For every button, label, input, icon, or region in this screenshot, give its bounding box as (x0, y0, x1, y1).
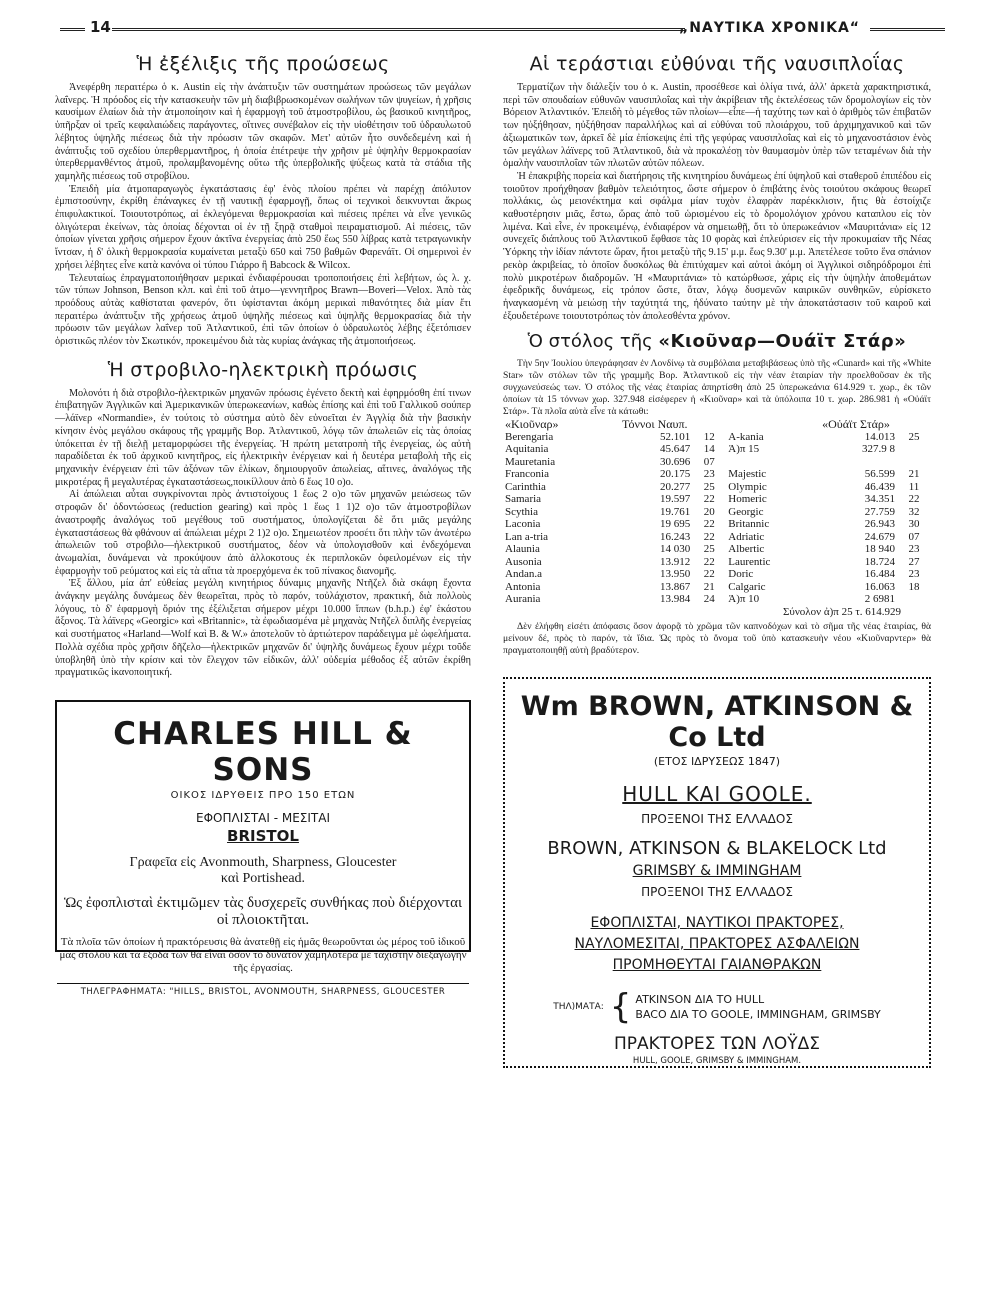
year-cunard: 23 (703, 468, 715, 481)
tonnage-cunard: 14 030 (660, 543, 691, 556)
ship-name-whitestar: Albertic (728, 543, 765, 556)
page-header (60, 18, 945, 40)
year-whitestar: 21 (908, 468, 920, 481)
ad-agents: ΠΡΑΚΤΟΡΕΣ ΤΩΝ ΛΟΫΔΣ (614, 1033, 820, 1054)
article-paragraph: Αἱ ἀπώλειαι αὗται συγκρίνονται πρὸς ἀντιστοίχους 1 ἕως 2 ο)ο τῶν μηχανῶν μειώσεως τῶν στροφῶν δι' ὀδοντώσεως (reduction gearing) καὶ πρὸς 1 ἕως 1 1)2 ο)ο τῶν ἀτμοστροβίλων ἀναστροφῆς ἀναλόγως τοῦ μεγέθους τοῦ συστήματος, ὑπολογίζεται δὲ ὅτι μιᾶς μεγάλης ἐγκαταστάσεως θὰ φθάνουν αἱ ἀπώλειαι μέχρι 2 1)2 ο)ο. Σημειωτέον προσέτι ὅτι πλὴν τῶν ἀνωτέρω ἀπωλειῶν τοῦ στροβιλο—ἠλεκτρικοῦ συστήματος, δέον νὰ ὑπολογισθοῦν καὶ ἐνδεχόμεναι ἀνωμαλίαι, δυνάμεναι νὰ προκύψουν ἀπὸ ἀλλοκοτους ἐκ περιπλοκῶν ὀφειλομένων εἰς τὴν ἐφαρμογὴν τοῦ ρεύματος καὶ εἰς τὰ αἴτια τὰ προερχόμενα ἐκ τοῦ πίνακος διανομῆς. (55, 489, 471, 577)
tonnage-cunard: 13.867 (660, 580, 691, 593)
tonnage-whitestar: 56.599 (864, 468, 895, 481)
year-whitestar: 23 (908, 543, 920, 556)
ship-name-whitestar: Britannic (728, 518, 770, 531)
ad-offices-line: καὶ Portishead. (220, 870, 306, 886)
year-cunard: 22 (703, 493, 715, 506)
header-rule (112, 28, 685, 31)
year-whitestar: 11 (908, 480, 920, 493)
article-title: Ἡ ἐξέλιξις τῆς προώσεως (136, 53, 390, 75)
fleet-table (503, 418, 931, 606)
ship-name-cunard: Antonia (505, 580, 541, 593)
left-column (55, 50, 471, 997)
year-whitestar: 25 (908, 430, 920, 443)
fleet-note: Δὲν ἐλήφθη εἰσέτι ἀπόφασις ὅσον ἀφορᾷ τὸ χρῶμα τῶν καπνοδόχων καὶ τὸ σῆμα τῆς νέας ἑταιρίας, θὰ μείνουν δέ, πρὸς τὸ παρόν, τὰ ἴδια. Ὡς πρὸς τὸ ὄνομα τοῦ ὑπὸ κατασκευὴν νέου «Κιοῦναρντερ» θὰ πραγματοποιηθῇ αὐτὴ βραδύτερον. (503, 620, 931, 656)
ship-name-cunard: Ausonia (505, 555, 542, 568)
tonnage-cunard: 13.984 (660, 593, 691, 606)
tonnage-whitestar (820, 456, 897, 469)
fleet-row (503, 543, 931, 556)
tonnage-cunard: 19 695 (660, 518, 691, 531)
tonnage-cunard: 19.597 (660, 493, 691, 506)
ad-consuls: ΠΡΟΞΕΝΟΙ ΤΗΣ ΕΛΛΑΔΟΣ (641, 811, 793, 826)
ship-name-cunard: Mauretania (505, 455, 556, 468)
header-cunard: «Κιοῦναρ» (505, 417, 559, 432)
ad-telegrams-lines (635, 992, 880, 1022)
tonnage-whitestar: 34.351 (864, 493, 895, 506)
year-whitestar (897, 456, 931, 469)
year-cunard: 25 (703, 480, 715, 493)
year-cunard: 22 (703, 568, 715, 581)
ship-name-whitestar (726, 456, 820, 469)
journal-title: „ΝΑΥΤΙΚΑ ΧΡΟΝΙΚΑ“ (679, 20, 860, 36)
article-paragraph: Ἡ ἐπακριβὴς πορεία καὶ διατήρησις τῆς κινητηρίου δυνάμεως ἐπί ὑψηλοῦ καὶ σταθεροῦ ἐπιπέδου εἰς τοιοῦτον προήχθησαν βαθμὸν τελειότητος, ὥστε σήμερον ὁ ἐπιβάτης ἑνὸς τοιούτου σκάφους θεωρεῖ πολλάκις, ὡς μειονέκτημα καὶ σφάλμα μίαν τυχὸν ἐλαφρὰν παρέκκλισιν, ἥτις θὰ ἐστοίχιζε καθυστέρησιν μιᾶς, ἔστω, ὥρας ἀπὸ τοῦ ὡρισμένου εἰς τὸ δρομολόγιον χρόνου καταπλου εἰς τὸν λιμένα. Καὶ εἶνε, ἐν προκειμένῳ, ἐνδιαφέρον νὰ σημειωθῇ, ὅτι τὸ ὑπερωκεάνιον «Μαυριτάνια» εἰς 12 συνεχεῖς διάπλους τοῦ Ἀτλαντικοῦ ἔφθασε τὰς 10 φορὰς καὶ ἐπλεύρισεν εἰς τὴν προκυμαίαν τῆς Νέας Ὑόρκης τὴν ἰδίαν πάντοτε ὥραν, ἤτοι μεταξὺ τῆς 9.15' μ.μ. ἕως 9.30' μ.μ. Ἀπετέλεσε τοῦτο ἕνα σπάνιον ρεκὸρ ἀκριβείας, τὸ ὁποῖον δυσκόλως θὰ ἐπιτύχαμεν καὶ αὐτοὶ ἀκόμη οἱ Ἀγγλικοὶ σιδηρόδρομοι ἐπὶ πολὺ μικροτέρων διαδρομῶν. Ἡ «Μαυριτάνια» τὸ κατώρθωσε, χάρις εἰς τὴν ὑψηλὴν ἀποθεμάτων ἐφεδρικῆς δυνάμεως, εἰς τρόπον ὥστε, ὅταν, λόγῳ δυσμενῶν καιρικῶν συνθηκῶν, εὑρίσκετο ἠναγκασμένη νὰ μειώσῃ τὴν ταχύτητά της, ἠδύνατο ταύτην μὲ τὴν ἀποκατάστασιν τοῦ καιροῦ καὶ ἐξουδετέρωνε τοιουτοτρόπως τὸν ἀπολεσθέντα χρόνον. (503, 170, 931, 322)
fleet-title-prefix: Ὁ στόλος τῆς (527, 331, 653, 353)
ship-name-whitestar: Ἀ)π 10 (728, 593, 760, 606)
tonnage-whitestar: 24.679 (864, 530, 895, 543)
ad-partner-company: BROWN, ATKINSON & BLAKELOCK Ltd (547, 837, 887, 859)
ship-name-whitestar: Olympic (728, 480, 767, 493)
year-cunard: 21 (703, 580, 715, 593)
fleet-row (503, 456, 931, 469)
fleet-row (503, 493, 931, 506)
ship-name-cunard: Carinthia (505, 480, 546, 493)
ad-telegram-line: ATKINSON ΔΙΑ ΤΟ HULL (635, 992, 765, 1006)
article-paragraph: Μολονότι ἡ διὰ στροβιλο-ἠλεκτρικῶν μηχανῶν πρόωσις ἐγένετο δεκτὴ καὶ ἐφηρμόσθη ἐπί τινων ἐπιβατηγῶν Ἀγγλικῶν καὶ Ἀμερικανικῶν ὑπερωκεανίων, καθὼς ἐπίσης καὶ ἐπὶ τοῦ Γαλλικοῦ σούπερ—λάϊνερ «Normandie», ἐν τούτοις τὸ σύστημα αὐτὸ δὲν εὐνοεῖται ἐν Ἀγγλίᾳ διὰ τὴν βασικὴν κίνησιν ἑνὸς μεγάλου σκάφους τῆς γραμμῆς Βορ. Ἀτλαντικοῦ, λόγῳ τῶν ἀπωλειῶν εἰς τὰς ὁποίας ὑπόκειται ἐν τῇ διελῇ μεταμορφώσει τῆς ἐνεργείας. Ἡ πρώτη μετατροπὴ τῆς ἐνεργείας, ὡς αὐτὴ παραδίδεται ἐκ τοῦ ἀρχικοῦ κινητῆρος, εἰς ἠλεκτρικὴν ἐνέργειαν καὶ ἡ δευτέρα μεταβολὴ τῆς εἰς μηχανικὴν ἐνέργειαν ἐπὶ τῶν ἀξόνων τῶν ἑλίκων, δημιουργοῦν ἀπωλείας, αἵτινες, ἀναλόγως τῆς μικροτέρας ἢ μεγαλυτέρας ἐγκαταστάσεως,ποικίλλουν ἀπὸ 6 ἕως 10 ο)ο. (55, 387, 471, 488)
tonnage-cunard: 30.696 (660, 455, 691, 468)
year-cunard: 22 (703, 555, 715, 568)
tonnage-whitestar: 27.759 (864, 505, 895, 518)
fleet-title-names: «Κιοῦναρ—Ουάϊτ Στάρ» (658, 331, 907, 353)
ad-roles (509, 913, 925, 976)
ship-name-cunard: Scythia (505, 505, 538, 518)
ship-name-cunard: Lan a-tria (505, 530, 549, 543)
tonnage-whitestar: 18 940 (864, 543, 895, 556)
year-whitestar: 18 (908, 580, 920, 593)
article-paragraph: Ἐπειδὴ μία ἀτμοπαραγωγὸς ἐγκατάστασις ἐφ' ἑνὸς πλοίου πρέπει νὰ παρέχῃ ἀπόλυτον ἐμπιστοσύνην, ἐκρίθη ἐπάναγκες ἐν τῇ ναυτικῇ ἐφαρμογῇ, ὅπως οἱ τεχνικοὶ δεικνυνται ἄκρως ἐπιφυλακτικοί. Τοιουτοτρόπως, αἱ ἐκλεγόμεναι θερμοκρασίαι καὶ πιέσεις πρέπει νὰ εἶνε γενικῶς ὀλιγώτεραι ἐκείνων, τὰς ὁποίας δέχονται οἱ ἐν τῇ ξηρᾷ σταθμοὶ πειραματισμοῦ. Αἱ πιέσεις, τῶν ὁποίων γίνεται χρῆσις σήμερον ἔχουν ἀκτῖνα ἐνεργείας ἀπὸ 250 ἕως 550 λίβρας κατὰ τετραγωνικὴν ἴντσαν, ἡ δ' ὁλικὴ θερμοκρασία κυμαίνεται μεταξὺ 650 καὶ 750 βαθμῶν Φαρενάϊτ. Οἱ σημερινοὶ ἐν χρήσει λέβητες εἶνε κατὰ κανόνα οἱ τύπου Γιάρρο ἢ Babcock & Wilcox. (55, 183, 471, 271)
tonnage-whitestar: 18.724 (864, 555, 895, 568)
ship-name-whitestar: Ἀ)π 15 (728, 443, 760, 456)
ad-roles: ΕΦΟΠΛΙΣΤΑΙ - ΜΕΣΙΤΑΙ (196, 810, 330, 825)
year-cunard: 22 (703, 518, 715, 531)
tonnage-cunard: 13.912 (660, 555, 691, 568)
tonnage-cunard: 16.243 (660, 530, 691, 543)
article-title: Ἡ στροβιλο-ηλεκτρικὴ πρόωσις (107, 358, 419, 381)
year-cunard: 22 (703, 530, 715, 543)
ship-name-cunard: Laconia (505, 518, 541, 531)
ad-company-name: CHARLES HILL & SONS (113, 715, 413, 788)
year-cunard: 20 (703, 505, 715, 518)
ad-established: ΟΙΚΟΣ ΙΔΡΥΘΕΙΣ ΠΡΟ 150 ΕΤΩΝ (170, 789, 356, 801)
ad-telegram-line: BACO ΔΙΑ ΤΟ GOOLE, IMMINGHAM, GRIMSBY (635, 1007, 881, 1021)
year-whitestar: 07 (908, 530, 920, 543)
fleet-row (503, 443, 931, 456)
ship-name-cunard: Aurania (505, 593, 541, 606)
fleet-intro: Τὴν 5ην Ἰουλίου ὑπεγράφησαν ἐν Λονδίνῳ τὰ συμβόλαια μεταβιβάσεως ὑπὸ τῆς «Cunard» καὶ τῆς «White Star» τῶν στόλων τῶν τῆς γραμμῆς Βορ. Ἀτλαντικοῦ εἰς τὴν νέαν ἑταιρίαν τὴν προελθοῦσαν ἐκ τῆς συγχωνεύσεώς των. Ὁ στόλος τῆς νέας ἑταιρίας ἀπηρτίσθη ἀπὸ 25 ὑπερωκεάνια 614.929 τ. χωρ., ἐκ τῶν ὁποίων τὰ 15 τόννων χωρ. 327.948 εἰσέφερεν ἡ «Κιοῦναρ» καὶ τὰ ὑπόλοιπα 10 τ. χωρ. 286.981 ἡ «Οὐάϊτ Στάρ». Τὰ πλοῖα αὐτὰ εἶνε τὰ κάτωθι: (503, 358, 931, 418)
fleet-row (503, 581, 931, 594)
fleet-row (503, 481, 931, 494)
ad-telegrams: ΤΗΛΕΓΡΑΦΗΜΑΤΑ: "HILLS„ BRISTOL, AVONMOUTH, SHARPNESS, GLOUCESTER (57, 983, 469, 997)
article-paragraph: Τερματίζων τὴν διάλεξίν του ὁ κ. Austin, προσέθεσε καὶ ὀλίγα τινά, ἀλλ' ἀρκετὰ χαρακτηριστικά, περὶ τῶν σπουδαίων εὐθυνῶν ναυσιπλοΐας καὶ τὴν ἀκρίβειαν τῆς ἐκτελέσεως τῶν δρομολογίων εἰς τὸν Βόρειον Ἀτλαντικόν. Ἐπειδὴ τὸ μέγεθος τῶν πλοίων—εἶπε—ἡ ταχύτης των καὶ ὁ ἀριθμὸς τῶν ἐπιβατῶν των ηὐξήθησαν, ηὐξήθησαν παραλλήλως καὶ αἱ εὐθύναι τοῦ πλοιάρχου, τοῦ ἀρχιμηχανικοῦ καὶ τῶν ἀξιωματικῶν των, ἀρκεῖ δὲ μία ἐπίσκεψις ἐπὶ τῆς γεφύρας ναυσιπλοΐας καὶ εἰς τὸ μηχανοστάσιον ἑνὸς τῶν μεγάλων λάϊνερς τοῦ Ἀτλαντικοῦ, διὰ νὰ προκαλέσῃ τὸν θαυμασμὸν ὑπὲρ τῶν τεταμένων διὰ τὴν ὁμαλὴν ναυσιπλοΐαν τῶν πλωτῶν αὐτῶν πόλεων. (503, 82, 931, 170)
tonnage-cunard: 52.101 (660, 430, 691, 443)
ship-name-whitestar: Doric (728, 568, 754, 581)
fleet-row (503, 506, 931, 519)
tonnage-cunard: 13.950 (660, 568, 691, 581)
tonnage-whitestar: 327.9 8 (862, 443, 895, 456)
year-whitestar: 22 (908, 493, 920, 506)
ship-name-whitestar: Laurentic (728, 555, 771, 568)
tonnage-whitestar: 14.013 (864, 430, 895, 443)
ad-telegrams-label: ΤΗΛ)ΜΑΤΑ: (553, 1001, 604, 1012)
year-cunard: 14 (703, 443, 715, 456)
article-paragraph: Ἀνεφέρθη περαιτέρω ὁ κ. Austin εἰς τὴν ἀνάπτυξιν τῶν συστημάτων προώσεως τῶν μεγάλων λαΐνερς. Ἡ πρόοδος εἰς τὴν κατασκευὴν τῶν μὴ διαβιβρωσκομένων σωλήνων τῶν ψυγείων, ἡ χρῆσις καυσίμων ἐλαίων διὰ τὴν ἀτμοποίησιν καὶ ἡ ἐφαρμογὴ τοῦ ἀτμοστροβίλου, ὡς βασικοῦ κινητῆρος, ὑπῆρξαν οἱ τρεῖς κεφαλαιώδεις παράγοντες, οἵτινες συνέβαλον εἰς τὴν υἱοθέτησιν τοῦ ὑδραυλωτοῦ λέβητος ὑψηλῆς πιέσεως διὰ τὴν πρόωσιν τῶν σκαφῶν. Μετ' αὐτῶν ἦτο συνδεδεμένη καὶ ἡ ἀνάπτυξις τοῦ σχεδίου ὑπερθερμαντῆρος, ἡ ὁποία ἐπέτρεψε τὴν χρῆσιν μὲ ὑψηλὴν θερμοκρασίαν ὑπερθερμανθέντος ἀτμοῦ, προλαμβανομένης οὕτω τῆς ὑπερβολικῆς ψύξεως κατὰ τὰ στάδια τῆς χαμηλῆς πιέσεως τοῦ στροβίλου. (55, 82, 471, 182)
tonnage-cunard: 19.761 (660, 505, 691, 518)
brace-icon: { (609, 986, 632, 1027)
ship-name-cunard: Aquitania (505, 443, 549, 456)
ship-name-whitestar: Majestic (728, 468, 767, 481)
ad-established: (ΕΤΟΣ ΙΔΡΥΣΕΩΣ 1847) (653, 754, 781, 768)
fleet-table-body (503, 431, 931, 606)
fleet-title (503, 331, 931, 352)
year-cunard: 24 (703, 593, 715, 606)
tonnage-cunard: 20.277 (660, 480, 691, 493)
fleet-row (503, 468, 931, 481)
header-rule (870, 28, 945, 31)
advertisement-brown-atkinson (503, 677, 931, 1068)
ad-roles-line: ΕΦΟΠΛΙΣΤΑΙ, ΝΑΥΤΙΚΟΙ ΠΡΑΚΤΟΡΕΣ, (590, 914, 844, 931)
header-whitestar-spacer (726, 418, 820, 431)
ad-offices (57, 855, 469, 887)
tonnage-whitestar: 16.484 (864, 568, 895, 581)
article-paragraph: Ἐξ ἄλλου, μία ἀπ' εὐθείας μεγάλη κινητήριος δύναμις μηχανῆς Ντῆζελ διὰ σκάφη ἔχοντα ἀνάγκην μεγάλης δυνάμεως δὲν θεωρεῖται, πρὸς τὸ παρόν, τοὐλάχιστον, πρακτική, διὰ πολλοὺς λόγους, τὸ δ' ἐφαρμογὴ ὅριόν της ἐξέλιξεται σήμερον μέχρι 10.000 ἵππων (b.h.p.) ἐφ' ἑκάστου ἄξονος. Τὰ λάϊνερς «Georgic» καὶ «Britannic», τὰ ἐφωδιασμένα μὲ μηχανὰς Ντῆζελ διπλῆς ἐνεργείας καὶ συστήματος «Harland—Wolf καὶ B. & W.» ἀποτελοῦν τὸ ἀρτιώτερον παράδειγμα μὲ ὠφελήματα. Πολλὰ σχέδια πρὸς χρῆσιν δῆζελο—ἠλεκτρικῶν μηχανῶν δι' ὑψηλῆς δυνάμεως ἔχουν μέχρι τοῦδε ὑποβληθῆ ὑπὸ τὴν κρίσιν καὶ τὸν ἔλεγχον τῶν εἰδικῶν, ἀλλ' οὐδεμία μέθοδος ἐξ αὐτῶν ἐκρίθη πραγματικῶς ἱκανοποιητική. (55, 578, 471, 679)
year-whitestar: 32 (908, 505, 920, 518)
ad-telegrams (509, 986, 925, 1027)
ship-name-whitestar: Calgaric (728, 580, 766, 593)
fleet-table-header (503, 418, 931, 431)
header-tons: Τόννοι Ναυπ. (622, 417, 688, 432)
year-cunard: 07 (703, 455, 715, 468)
ad-ports: HULL ΚΑΙ GOOLE. (622, 781, 812, 806)
fleet-row (503, 568, 931, 581)
tonnage-whitestar: 26.943 (864, 518, 895, 531)
year-whitestar (897, 443, 931, 456)
ship-name-cunard: Samaria (505, 493, 542, 506)
ship-name-cunard: Alaunia (505, 543, 540, 556)
ad-roles-line: ΠΡΟΜΗΘΕΥΤΑΙ ΓΑΙΑΝΘΡΑΚΩΝ (612, 956, 822, 973)
ad-offices-line: Γραφεῖα εἰς Avonmouth, Sharpness, Gloucester (129, 854, 397, 870)
right-column (503, 50, 931, 1068)
ship-name-cunard: Berengaria (505, 430, 554, 443)
year-whitestar: 30 (908, 518, 920, 531)
year-whitestar: 23 (908, 568, 920, 581)
ad-ports: GRIMSBY & IMMINGHAM (632, 862, 802, 879)
ad-promise: Ὡς ἐφοπλισταὶ ἐκτιμῶμεν τὰς δυσχερεῖς συνθήκας ποὺ διέρχονται οἱ πλοιοκτῆται. (63, 894, 463, 928)
fleet-total: Σύνολον ἀ)π 25 τ. 614.929 (782, 605, 901, 618)
ad-company-name: Wm BROWN, ATKINSON & Co Ltd (520, 690, 914, 753)
ad-consuls: ΠΡΟΞΕΝΟΙ ΤΗΣ ΕΛΛΑΔΟΣ (641, 884, 793, 899)
article-paragraph: Τελευταίως ἐπραγματοποιήθησαν μερικαὶ ἐνδιαφέρουσαι τροποποιήσεις ἐπὶ λεβήτων, ὡς λ. χ. τῶν τύπων Johnson, Benson κλπ. καὶ ἐπὶ τοῦ ἀτμο—γεννητῆρος Brawn—Boveri—Velox. Ἀπὸ τὰς προόδους αὐτὰς καθίσταται φανερόν, ὅτι ὑφίστανται ἀκόμη μερικαὶ πιθανότητες διὰ μίαν ἔτι περαιτέρω ἀνάπτυξιν τῆς χρήσεως ἀτμοῦ ὑψηλῆς πιέσεως καὶ ὑψηλῆς θερμοκρασίας διὰ τὴν πρόωσιν τῶν μεγάλων λαΐνερ τοῦ Ἀτλαντικοῦ, ἐπὶ τῶν ὁποίων ὁ ὑδραυλωτὸς λέβης ἐξετόπισεν ὁριστικῶς πλέον τὸν Σκωτικόν, προκειμένου διὰ τὰς κυρίας ἀνάγκας τῆς ἀτμοποιήσεως. (55, 272, 471, 348)
ad-roles-line: ΝΑΥΛΟΜΕΣΙΤΑΙ, ΠΡΑΚΤΟΡΕΣ ΑΣΦΑΛΕΙΩΝ (574, 935, 860, 952)
header-rule (60, 28, 85, 31)
header-whitestar: «Οὐάϊτ Στάρ» (822, 417, 890, 432)
ship-name-cunard: Franconia (505, 468, 549, 481)
ship-name-whitestar: Adriatic (728, 530, 765, 543)
year-whitestar (897, 593, 931, 606)
fleet-row (503, 518, 931, 531)
tonnage-whitestar: 2 6981 (864, 593, 895, 606)
ad-agents-address: HULL, GOOLE, GRIMSBY & IMMINGHAM. (632, 1055, 802, 1066)
tonnage-whitestar: 16.063 (864, 580, 895, 593)
ship-name-whitestar: A-kania (728, 430, 764, 443)
advertisement-charles-hill (55, 700, 471, 997)
tonnage-whitestar: 46.439 (864, 480, 895, 493)
ship-name-cunard: Andan.a (505, 568, 542, 581)
ad-city: BRISTOL (227, 826, 299, 845)
article-title: Αἱ τεράστιαι εὐθύναι τῆς ναυσιπλοΐας (529, 53, 905, 75)
year-whitestar: 27 (908, 555, 920, 568)
ship-name-whitestar: Georgic (728, 505, 764, 518)
tonnage-cunard: 45.647 (660, 443, 691, 456)
year-cunard: 12 (703, 430, 715, 443)
fleet-row (503, 593, 931, 606)
fleet-row (503, 556, 931, 569)
page-number: 14 (90, 18, 111, 36)
tonnage-cunard: 20.175 (660, 468, 691, 481)
fleet-row (503, 431, 931, 444)
year-cunard: 25 (703, 543, 715, 556)
fleet-row (503, 531, 931, 544)
ship-name-whitestar: Homeric (728, 493, 767, 506)
ad-note: Τὰ πλοῖα τῶν ὁποίων ἡ πρακτόρευσις θὰ ἀνατεθῇ εἰς ἡμᾶς θεωροῦνται ὡς μέρος τοῦ ἰδικοῦ μας στόλου καὶ τὰ ἔξοδά των θὰ εἶναι ὅσον τὸ δυνατὸν χαμηλότερα μὲ ταχίστην διεξαγωγὴν τῆς ἐργασίας. (59, 935, 467, 974)
